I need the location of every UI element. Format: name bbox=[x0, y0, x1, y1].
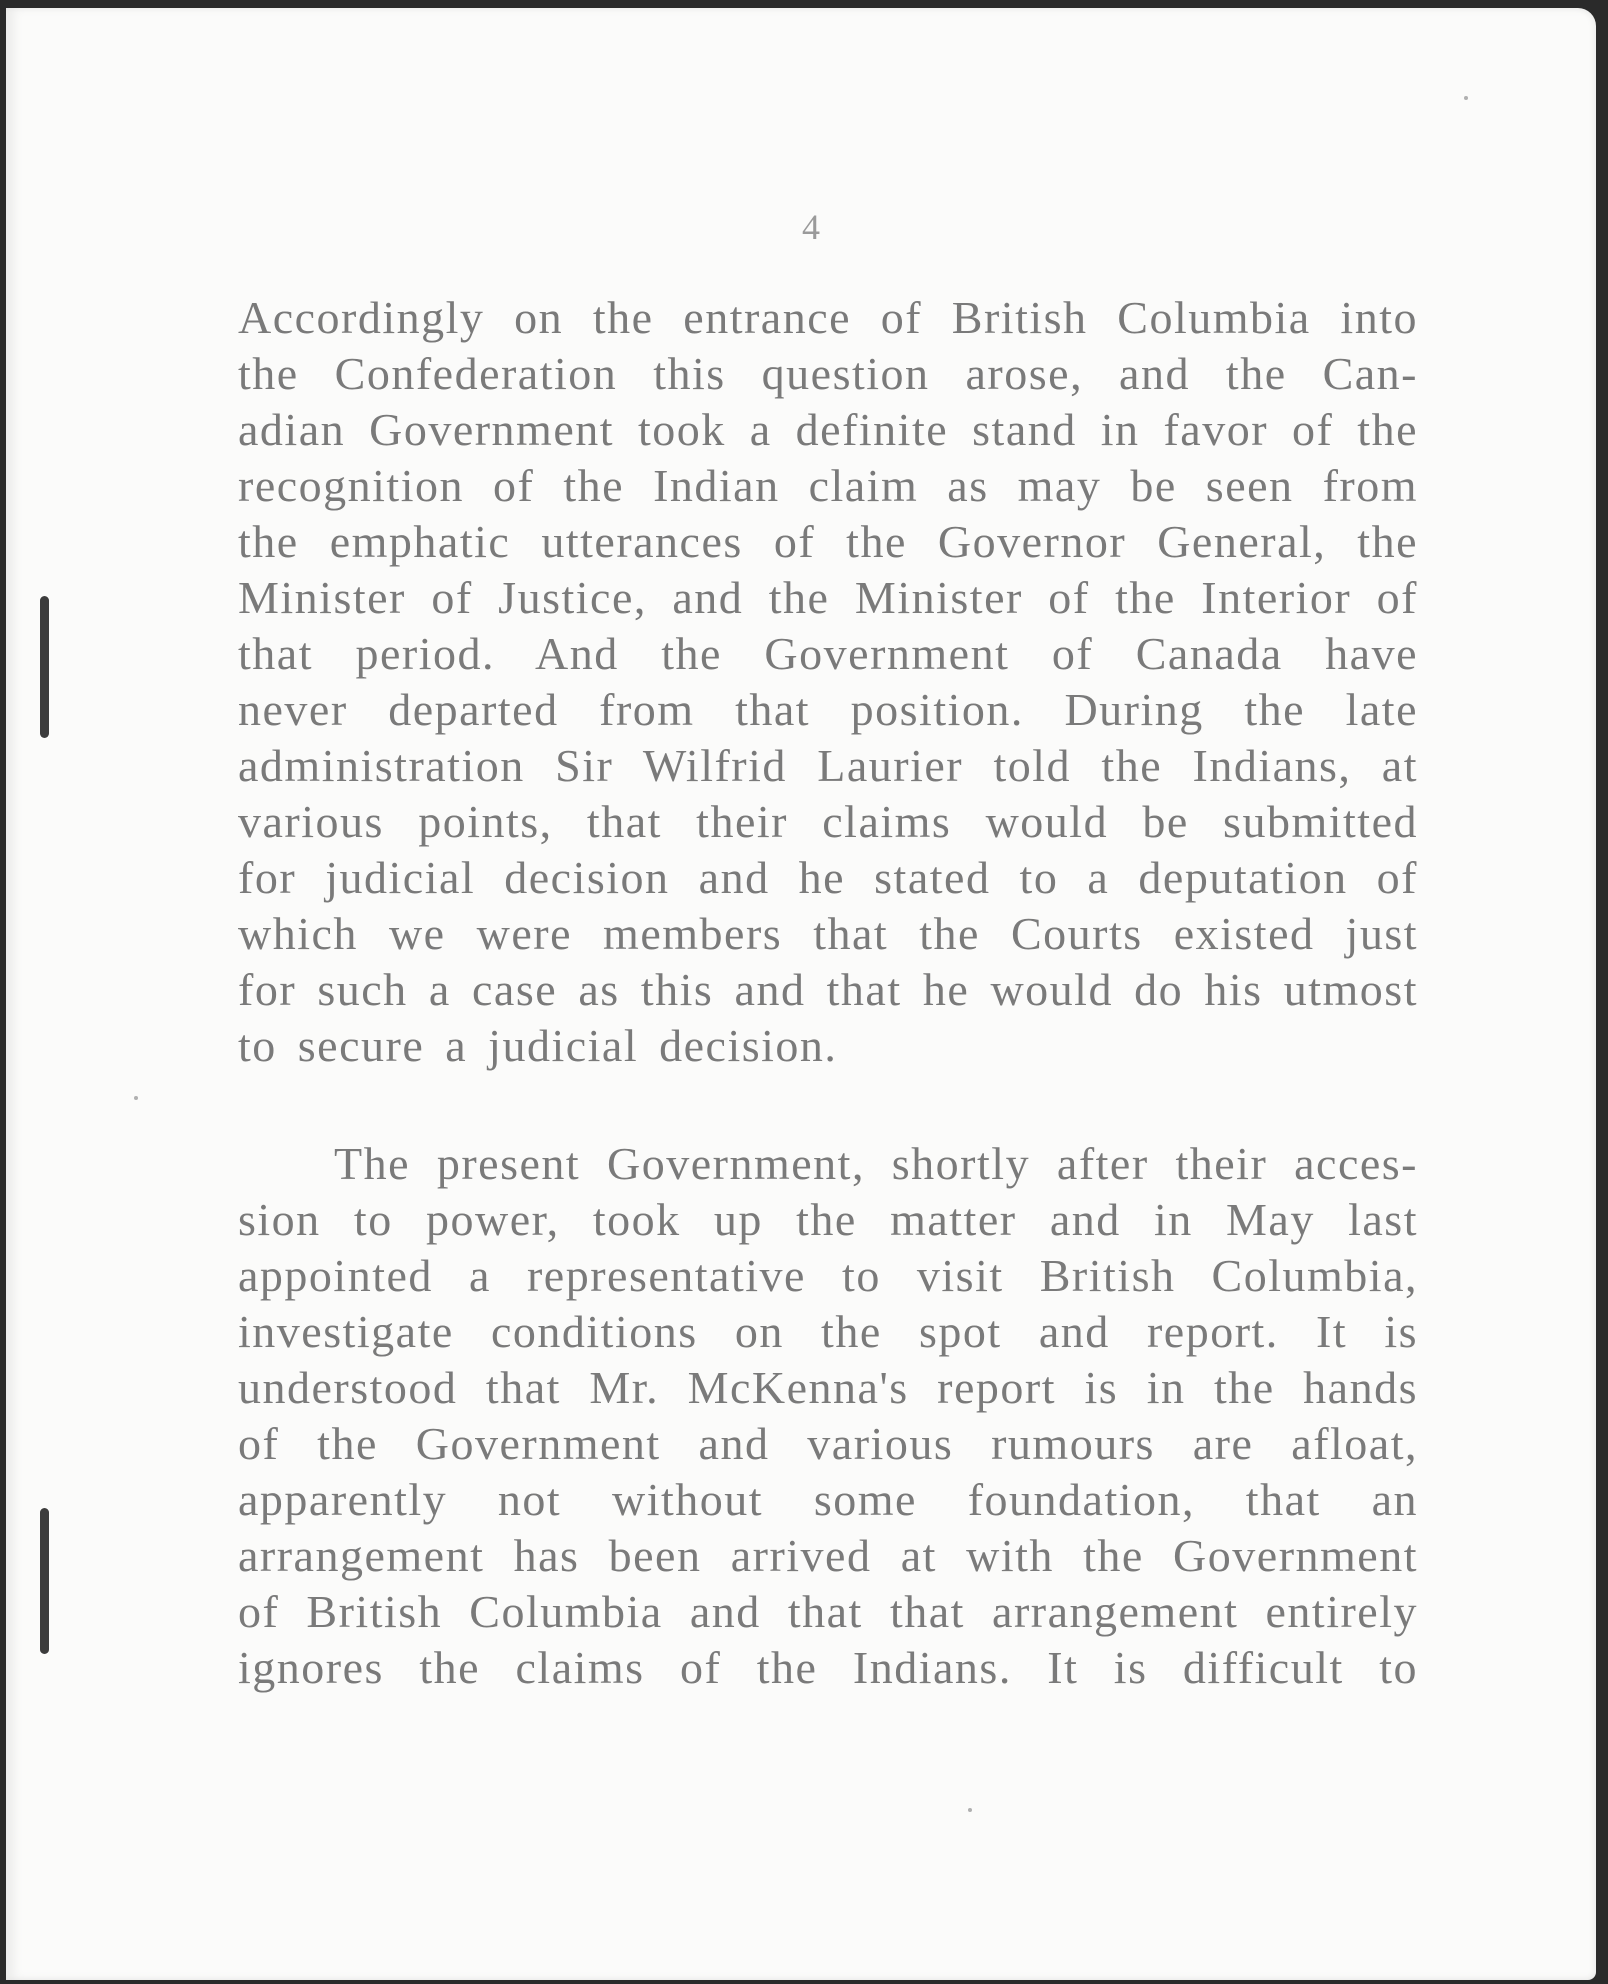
text-line: which we were members that the Courts existed just bbox=[238, 908, 1418, 959]
text-line: arrangement has been arrived at with the Government bbox=[238, 1530, 1418, 1581]
document-page bbox=[6, 8, 1596, 1980]
paragraph-1 bbox=[238, 290, 1418, 1074]
text-line: Minister of Justice, and the Minister of the Interior of bbox=[238, 572, 1418, 623]
text-line: ignores the claims of the Indians. It is difficult to bbox=[238, 1642, 1418, 1693]
page-number: 4 bbox=[802, 207, 820, 247]
text-line: never departed from that position. During the late bbox=[238, 684, 1418, 735]
text-line: for judicial decision and he stated to a deputation of bbox=[238, 852, 1418, 903]
text-line: The present Government, shortly after their acces- bbox=[334, 1138, 1418, 1189]
text-line: of British Columbia and that that arrangement entirely bbox=[238, 1586, 1418, 1637]
binding-staple-bottom bbox=[40, 1508, 49, 1654]
text-line: the emphatic utterances of the Governor General, the bbox=[238, 516, 1418, 567]
text-line: to secure a judicial decision. bbox=[238, 1020, 838, 1071]
text-line: that period. And the Government of Canada have bbox=[238, 628, 1418, 679]
binding-staple-top bbox=[40, 596, 49, 738]
text-line: for such a case as this and that he would do his utmost bbox=[238, 964, 1418, 1015]
text-line: of the Government and various rumours are afloat, bbox=[238, 1418, 1418, 1469]
text-line: administration Sir Wilfrid Laurier told the Indians, at bbox=[238, 740, 1418, 791]
text-line: various points, that their claims would be submitted bbox=[238, 796, 1418, 847]
text-line: understood that Mr. McKenna's report is in the hands bbox=[238, 1362, 1418, 1413]
paragraph-2 bbox=[238, 1136, 1418, 1696]
scan-speck bbox=[968, 1808, 972, 1812]
text-line: investigate conditions on the spot and report. It is bbox=[238, 1306, 1418, 1357]
text-line: sion to power, took up the matter and in May last bbox=[238, 1194, 1418, 1245]
scan-speck bbox=[134, 1096, 138, 1100]
text-line: appointed a representative to visit British Columbia, bbox=[238, 1250, 1418, 1301]
text-line: Accordingly on the entrance of British Columbia into bbox=[238, 292, 1418, 343]
text-line: the Confederation this question arose, and the Can- bbox=[238, 348, 1418, 399]
text-line: adian Government took a definite stand in favor of the bbox=[238, 404, 1418, 455]
scan-speck bbox=[1464, 96, 1468, 100]
text-line: recognition of the Indian claim as may be seen from bbox=[238, 460, 1418, 511]
text-line: apparently not without some foundation, that an bbox=[238, 1474, 1418, 1525]
